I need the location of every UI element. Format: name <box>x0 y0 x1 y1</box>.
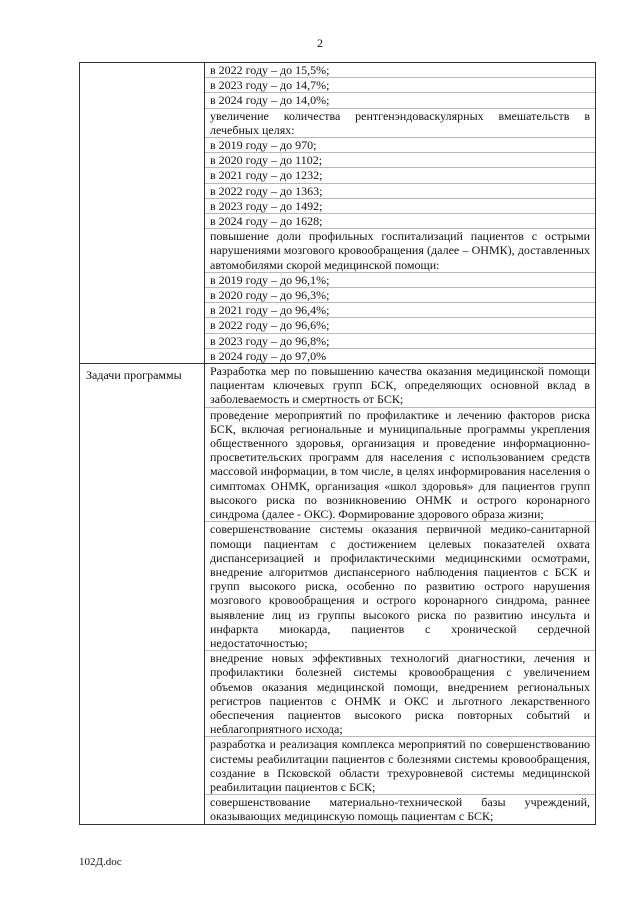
list-item: совершенствование системы оказания первичной медико-санитарной помощи пациентам с достижением целевых показателей охвата диспансеризацией и профилактическими медицинскими осмотрами, внедрение алгоритмов диспансерного наблюдения пациентов с БСК и групп высокого риска, особенно по развитию острого нарушения мозгового кровообращения и острого коронарного синдрома, раннее выявление лиц из группы высокого риска по развитию инсульта и инфаркта миокарда, пациентов с хронической сердечной недостаточностью; <box>205 522 595 651</box>
list-item: совершенствование материально-технической базы учреждений, оказывающих медицинскую помощь пациентам с БСК; <box>210 795 590 824</box>
list-item: в 2024 году – до 1628; <box>205 214 595 229</box>
list-item: в 2019 году – до 96,1%; <box>205 273 595 288</box>
list-item: в 2021 году – до 96,4%; <box>205 303 595 318</box>
list-item: в 2023 году – до 96,8%; <box>205 334 595 349</box>
list-item: в 2022 году – до 1363; <box>205 184 595 199</box>
row-label-empty <box>80 63 205 364</box>
list-item: разработка и реализация комплекса мероприятий по совершенствованию системы реабилитации пациентов с болезнями системы кровообращения, создание в Псковской области трехуровневой системы медицинской реабилитации пациентов с БСК; <box>205 737 595 795</box>
list-item: в 2024 году – до 14,0%; <box>205 93 595 108</box>
program-passport-table <box>79 62 596 825</box>
list-item: в 2023 году – до 1492; <box>205 199 595 214</box>
list-item: проведение мероприятий по профилактике и лечению факторов риска БСК, включая региональные и муниципальные программы укрепления общественного здоровья, организация и проведение информационно-просветительских программ для населения с использованием средств массовой информации, в том числе, в целях информирования населения о симптомах ОНМК, организация «школ здоровья» для пациентов групп высокого риска по возникновению ОНМК и острого коронарного синдрома (далее - ОКС). Формирование здорового образа жизни; <box>205 408 595 523</box>
list-item: увеличение количества рентгенэндоваскулярных вмешательств в лечебных целях: <box>205 109 595 138</box>
list-item: в 2020 году – до 96,3%; <box>205 288 595 303</box>
list-item: внедрение новых эффективных технологий диагностики, лечения и профилактики болезней системы кровообращения с увеличением объемов оказания медицинской помощи, внедрением региональных регистров пациентов с ОНМК и ОКС и льготного лекарственного обеспечения пациентов высокого риска повторных событий и неблагоприятного исхода; <box>205 651 595 737</box>
document-filename: 102Д.doc <box>79 856 122 868</box>
list-item: Разработка мер по повышению качества оказания медицинской помощи пациентам ключевых групп БСК, определяющих основной вклад в заболеваемость и смертность от БСК; <box>205 364 595 408</box>
table-row-indicators <box>80 63 596 364</box>
row-label-tasks: Задачи программы <box>80 364 205 825</box>
row-content-tasks <box>205 364 596 825</box>
list-item: в 2019 году – до 970; <box>205 138 595 153</box>
list-item: в 2023 году – до 14,7%; <box>205 78 595 93</box>
row-content-indicators <box>205 63 596 364</box>
list-item: в 2021 году – до 1232; <box>205 168 595 183</box>
page-number: 2 <box>317 36 323 50</box>
list-item: в 2022 году – до 15,5%; <box>205 63 595 78</box>
list-item: в 2020 году – до 1102; <box>205 153 595 168</box>
list-item: в 2022 году – до 96,6%; <box>205 318 595 333</box>
list-item: повышение доли профильных госпитализаций пациентов с острыми нарушениями мозгового кровообращения (далее – ОНМК), доставленных автомобилями скорой медицинской помощи: <box>205 229 595 273</box>
table-row-tasks <box>80 364 596 825</box>
list-item: в 2024 году – до 97,0% <box>210 348 327 363</box>
